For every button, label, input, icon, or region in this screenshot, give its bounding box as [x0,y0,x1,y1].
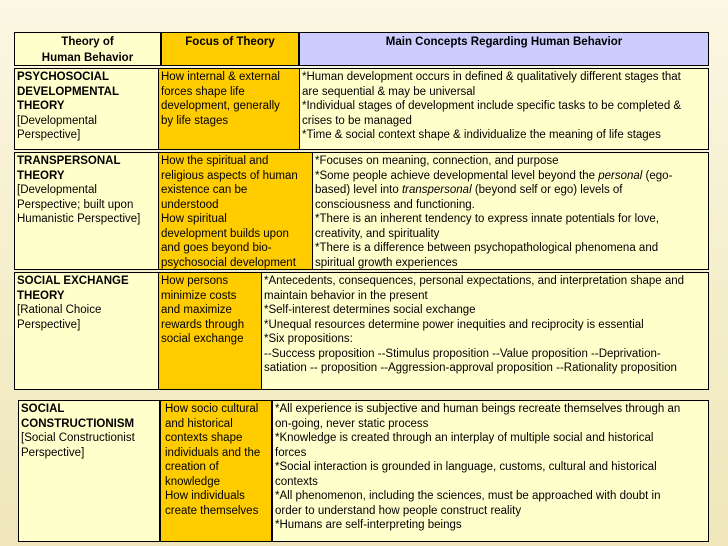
theory-perspective: [Social Constructionist Perspective] [21,432,135,459]
table-row [14,398,709,542]
emphasis-text: transpersonal [401,184,472,196]
emphasis-text: personal [598,169,643,182]
focus-cell [158,273,261,389]
theory-cell [15,273,158,389]
theory-name: SOCIAL EXCHANGE THEORY [17,275,129,302]
concepts-cell: *Human development occurs in defined & qualitatively different stages that are sequential & may be universal *Individual stages of development include specific tasks to be completed & crises to be managed *Time & social context shape & individualize the meaning of life stages [299,69,708,149]
header-focus-label: Focus of Theory [185,36,275,48]
focus-cell [158,153,312,269]
header-focus [161,32,299,66]
focus-text: How persons minimize costs and maximize rewards through social exchange [161,275,245,345]
table-row [14,68,709,150]
theory-name: SOCIAL CONSTRUCTIONISM [21,403,135,430]
header-main [299,32,709,66]
theory-name: PSYCHOSOCIAL DEVELOPMENTAL THEORY [17,71,120,112]
focus-text: How socio cultural and historical contexts shape individuals and the creation of knowledge How individuals create themselves [165,403,261,517]
table-row [14,272,709,390]
focus-text: How internal & external forces shape life development, generally by life stages [161,71,280,127]
theory-perspective: [Developmental Perspective; built upon Humanistic Perspective] [17,184,141,225]
theory-perspective: [Developmental Perspective] [17,114,97,141]
table-row [14,152,709,270]
focus-cell [158,69,299,149]
focus-text: How the spiritual and religious aspects of human existence can be understood How spiritual development builds upon and goes beyond bio- psychosocial development [161,155,298,269]
header-main-label: Main Concepts Regarding Human Behavior [385,36,623,48]
theory-name: TRANSPERSONAL THEORY [17,155,121,182]
theory-cell [18,400,160,542]
theory-perspective: [Rational Choice Perspective] [17,304,102,331]
concepts-cell: *All experience is subjective and human beings recreate themselves through an on-going, never static process *Knowledge is created through an interplay of multiple social and historical forces *Social interaction is grounded in language, customs, cultural and historical contexts *All phenomenon, including the sciences, must be approached with doubt in order to understand how people construct reality *Humans are self-interpreting beings [272,400,709,542]
theory-cell [15,69,158,149]
header-theory-label: Theory of Human Behavior [41,36,134,64]
focus-cell [160,400,272,542]
theory-cell [15,153,158,269]
concepts-cell: *Antecedents, consequences, personal expectations, and interpretation shape and maintain behavior in the present *Self-interest determines social exchange *Unequal resources determine power inequities and reciprocity is essential *Six propositions: --Success proposition --Stimulus proposition --Value proposition --Deprivation- satiation -- proposition --Aggression-approval proposition --Rationality proposition [261,273,708,389]
concepts-cell: *Focuses on meaning, connection, and purpose *Some people achieve developmental level beyond the personal (ego- based) level into transpersonal (beyond self or ego) levels of consciousness and functioning. *There is an inherent tendency to express innate potentials for love, creativity, and spirituality *There is a difference between psychopathological phenomena and spiritual growth experiences [312,153,708,269]
header-theory [14,32,161,66]
